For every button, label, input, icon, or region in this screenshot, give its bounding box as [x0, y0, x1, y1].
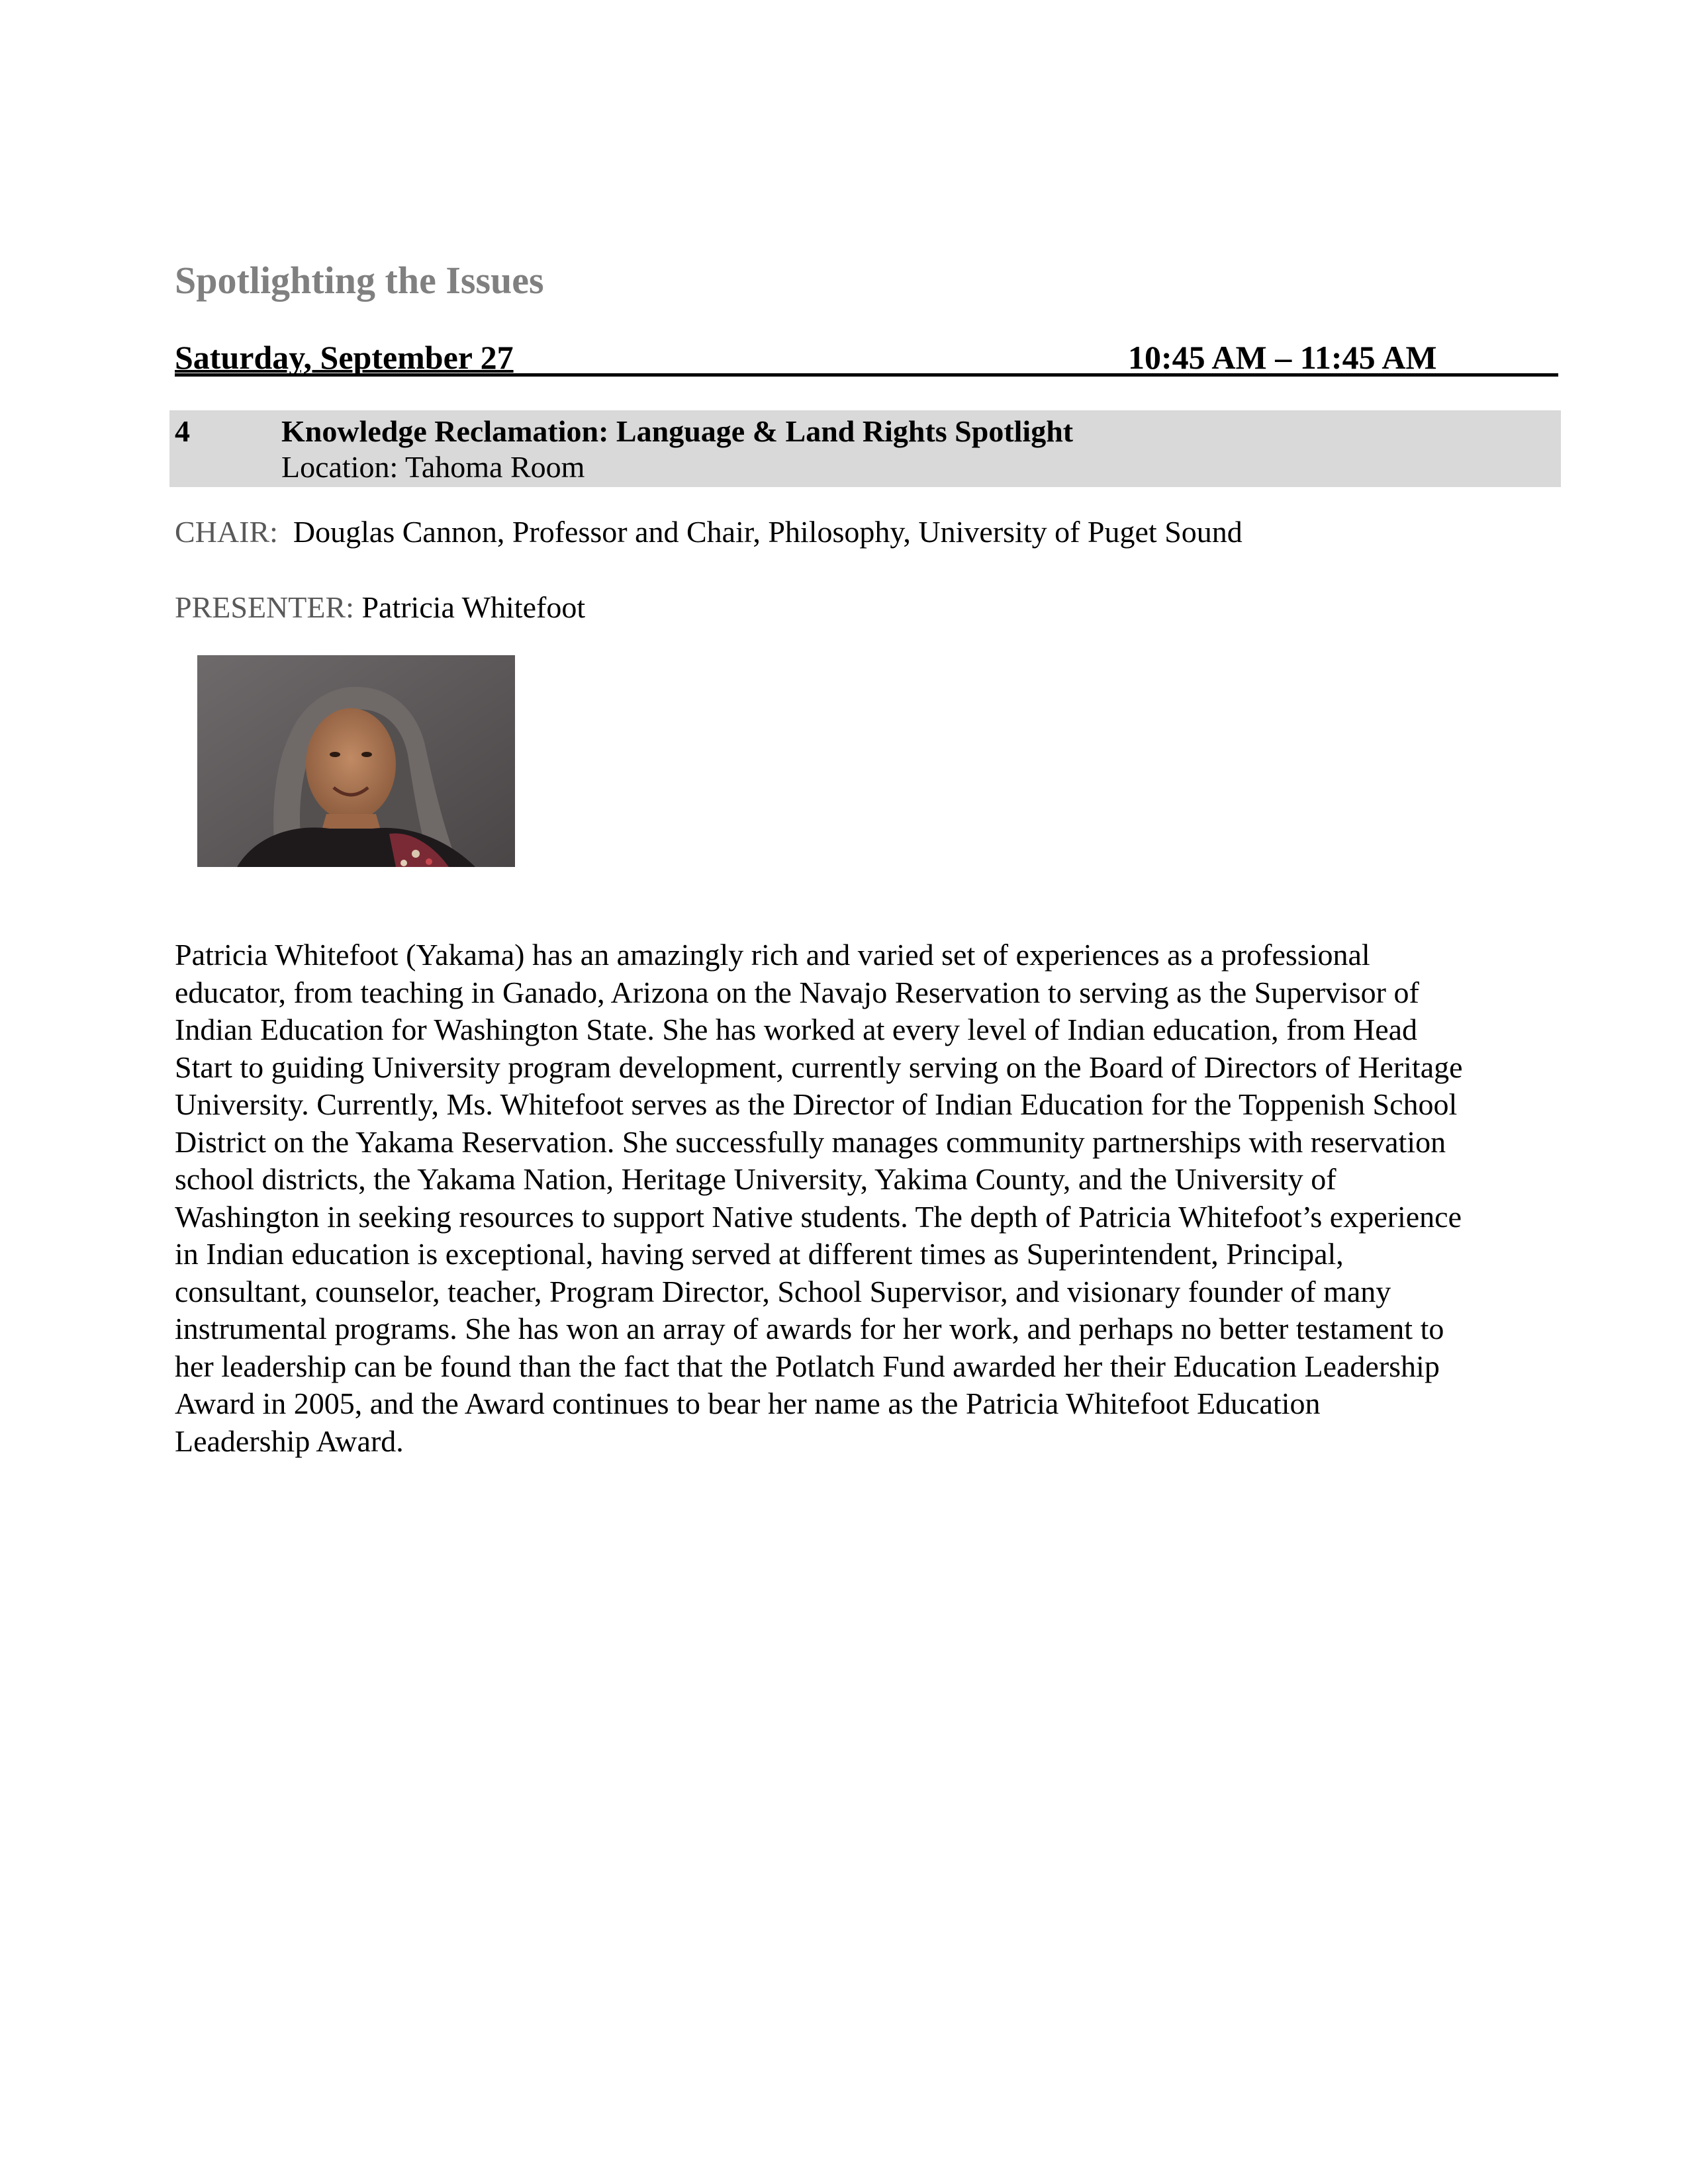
bio-line: school districts, the Yakama Nation, Heritage University, Yakima County, and the University of: [175, 1162, 1336, 1196]
bio-line: instrumental programs. She has won an array of awards for her work, and perhaps no better testament to: [175, 1312, 1444, 1345]
bio-line: Indian Education for Washington State. She has worked at every level of Indian education, from Head: [175, 1013, 1418, 1046]
presenter-photo: [197, 655, 515, 867]
session-header-box: [169, 410, 1561, 487]
presenter-label: PRESENTER:: [175, 590, 354, 624]
presenter-portrait-image: [197, 655, 515, 867]
bio-line: Patricia Whitefoot (Yakama) has an amazingly rich and varied set of experiences as a professional: [175, 938, 1370, 972]
bio-line: University. Currently, Ms. Whitefoot serves as the Director of Indian Education for the Toppenish School: [175, 1087, 1458, 1121]
presenter-bio: [175, 936, 1558, 1460]
chair-label: CHAIR:: [175, 515, 278, 549]
bio-line: educator, from teaching in Ganado, Arizona on the Navajo Reservation to serving as the Supervisor of: [175, 975, 1419, 1009]
bio-line: Leadership Award.: [175, 1424, 404, 1458]
bio-line: Start to guiding University program development, currently serving on the Board of Directors of Heritage: [175, 1050, 1463, 1084]
presenter-line: [175, 589, 585, 626]
bio-line: in Indian education is exceptional, having served at different times as Superintendent, Principal,: [175, 1237, 1344, 1271]
bio-line: District on the Yakama Reservation. She successfully manages community partnerships with reservation: [175, 1124, 1446, 1159]
bio-line: Award in 2005, and the Award continues to bear her name as the Patricia Whitefoot Education: [175, 1387, 1321, 1420]
chair-line: [175, 514, 1243, 551]
bio-line: Washington in seeking resources to support Native students. The depth of Patricia Whitefoot’s experience: [175, 1199, 1462, 1234]
session-title: Knowledge Reclamation: Language & Land Rights Spotlight: [281, 414, 1074, 448]
session-number: 4: [175, 414, 190, 448]
date-time-row: [175, 331, 1558, 377]
bio-line: her leadership can be found than the fact that the Potlatch Fund awarded her their Education Leadership: [175, 1349, 1440, 1383]
section-title: Spotlighting the Issues: [175, 259, 544, 302]
session-location: Location: Tahoma Room: [281, 450, 585, 484]
session-date: Saturday, September 27: [175, 339, 514, 376]
chair-name: Douglas Cannon, Professor and Chair, Philosophy, University of Puget Sound: [293, 515, 1243, 549]
bio-line: consultant, counselor, teacher, Program Director, School Supervisor, and visionary founder of many: [175, 1274, 1391, 1308]
presenter-name: Patricia Whitefoot: [361, 590, 586, 624]
session-time: 10:45 AM – 11:45 AM: [1128, 339, 1437, 376]
